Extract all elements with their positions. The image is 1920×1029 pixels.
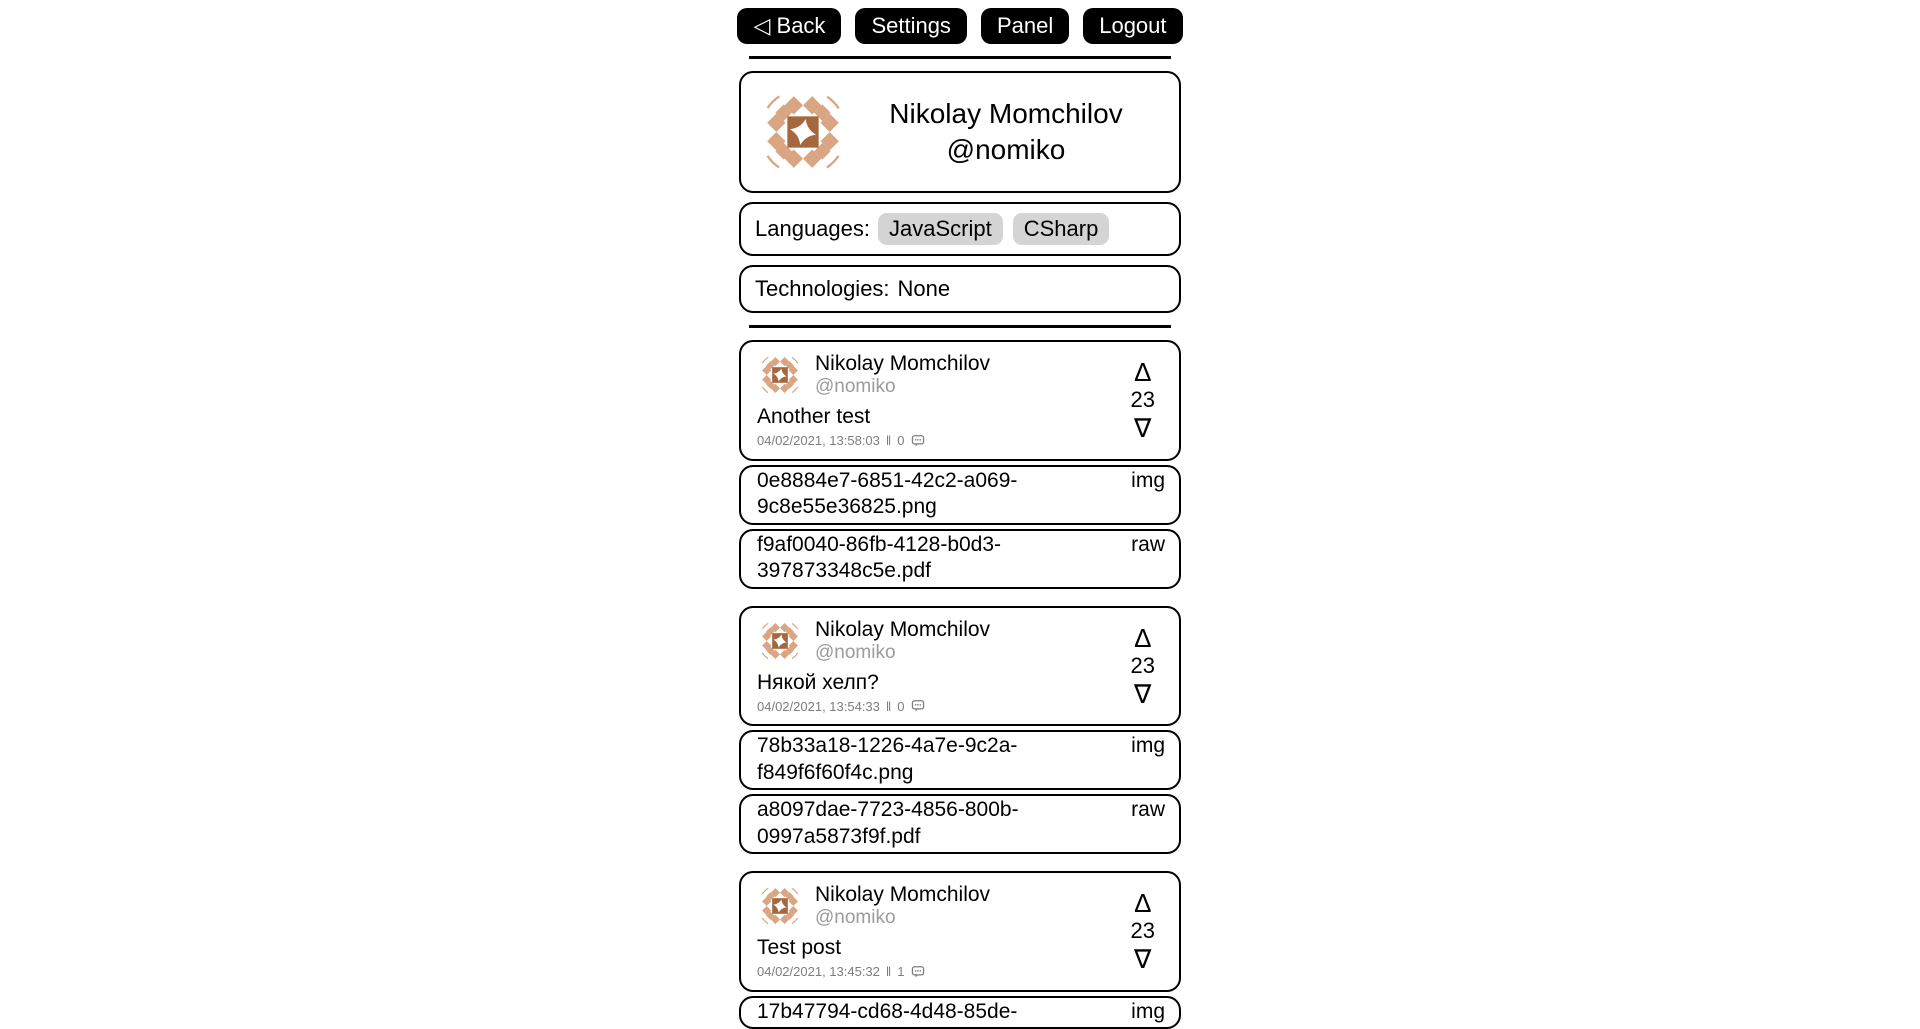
post-timestamp: 04/02/2021, 13:45:32 — [757, 964, 880, 980]
post-meta — [757, 433, 1121, 449]
post-title: Test post — [757, 936, 842, 959]
vote-count: 23 — [1130, 652, 1155, 678]
attachment-row[interactable] — [739, 794, 1181, 854]
post-header — [757, 883, 1121, 929]
panel-button[interactable]: Panel — [981, 8, 1069, 44]
vote-column — [1121, 618, 1165, 715]
upvote-button[interactable]: Δ — [1134, 622, 1152, 653]
vote-count: 23 — [1130, 387, 1155, 413]
attachment-row[interactable] — [739, 529, 1181, 589]
vote-column — [1121, 883, 1165, 980]
post-author-name: Nikolay Momchilov — [815, 617, 991, 641]
post-comment-count: 1 — [897, 964, 905, 980]
post-comment-count: 0 — [897, 433, 905, 449]
technologies-box — [739, 265, 1181, 313]
post-main — [757, 352, 1121, 449]
post-main — [757, 618, 1121, 715]
top-navigation — [739, 8, 1181, 44]
attachment-type-label: raw — [1131, 532, 1165, 556]
comment-icon — [911, 434, 925, 448]
post-author-handle: @nomiko — [815, 376, 896, 398]
post-main — [757, 883, 1121, 980]
post — [739, 871, 1181, 1029]
languages-box — [739, 202, 1181, 256]
language-badge: CSharp — [1013, 213, 1110, 245]
post — [739, 340, 1181, 589]
comment-icon — [911, 965, 925, 979]
post-author-handle: @nomiko — [815, 641, 896, 663]
post-title: Another test — [757, 405, 871, 428]
downvote-button[interactable]: ∇ — [1134, 413, 1152, 444]
attachment-filename: 78b33a18-1226-4a7e-9c2a-f849f6f60f4c.png — [757, 734, 1018, 784]
post-title: Някой хелп? — [757, 670, 879, 694]
post-meta — [757, 699, 1121, 715]
attachment-type-label: img — [1131, 734, 1165, 758]
technologies-value: None — [897, 276, 951, 301]
post-author-avatar — [757, 883, 803, 929]
post-author-handle: @nomiko — [815, 907, 896, 929]
meta-separator: ‖ — [885, 433, 892, 449]
main-column — [739, 0, 1181, 1029]
attachment-filename: 17b47794-cd68-4d48-85de- — [757, 999, 1018, 1023]
post-timestamp: 04/02/2021, 13:54:33 — [757, 698, 880, 714]
profile-name: Nikolay Momchilov — [889, 98, 1123, 130]
post-timestamp: 04/02/2021, 13:58:03 — [757, 433, 880, 449]
post-meta — [757, 964, 1121, 980]
separator-posts — [749, 325, 1171, 328]
post-author-avatar — [757, 352, 803, 398]
separator-top — [749, 56, 1171, 59]
back-button[interactable]: ◁ Back — [737, 8, 841, 44]
post-author — [815, 352, 990, 398]
vote-column — [1121, 352, 1165, 449]
upvote-button[interactable]: Δ — [1134, 888, 1152, 919]
attachment-filename: f9af0040-86fb-4128-b0d3-397873348c5e.pdf — [757, 532, 1002, 583]
vote-count: 23 — [1130, 918, 1155, 944]
profile-handle: @nomiko — [946, 134, 1066, 165]
logout-button[interactable]: Logout — [1083, 8, 1182, 44]
attachment-type-label: img — [1131, 468, 1165, 492]
languages-label: Languages: — [755, 216, 870, 241]
post-author — [815, 618, 990, 664]
downvote-button[interactable]: ∇ — [1134, 944, 1152, 975]
post-header — [757, 618, 1121, 664]
post-comment-count: 0 — [897, 698, 905, 714]
attachment-row[interactable] — [739, 465, 1181, 525]
attachment-row[interactable] — [739, 730, 1181, 790]
post — [739, 606, 1181, 855]
meta-separator: ‖ — [885, 698, 892, 714]
attachment-row[interactable] — [739, 996, 1181, 1029]
post-card[interactable] — [739, 871, 1181, 992]
comment-icon — [911, 699, 925, 713]
technologies-label: Technologies: — [755, 276, 890, 301]
post-author — [815, 883, 990, 929]
profile-avatar — [757, 86, 849, 178]
post-card[interactable] — [739, 340, 1181, 461]
attachment-type-label: raw — [1131, 798, 1165, 822]
profile-names — [849, 96, 1163, 168]
meta-separator: ‖ — [885, 964, 892, 980]
attachment-filename: a8097dae-7723-4856-800b-0997a5873f9f.pdf — [757, 798, 1019, 848]
settings-button[interactable]: Settings — [855, 8, 967, 44]
post-author-avatar — [757, 618, 803, 664]
post-author-name: Nikolay Momchilov — [815, 883, 991, 906]
upvote-button[interactable]: Δ — [1134, 357, 1152, 388]
profile-card — [739, 71, 1181, 193]
post-author-name: Nikolay Momchilov — [815, 352, 991, 375]
language-badge: JavaScript — [878, 213, 1003, 245]
post-header — [757, 352, 1121, 398]
downvote-button[interactable]: ∇ — [1134, 678, 1152, 709]
languages-badges — [878, 213, 1109, 245]
post-card[interactable] — [739, 606, 1181, 727]
posts-list — [739, 340, 1181, 1029]
attachment-type-label: img — [1131, 999, 1165, 1023]
attachment-filename: 0e8884e7-6851-42c2-a069-9c8e55e36825.png — [757, 468, 1018, 519]
